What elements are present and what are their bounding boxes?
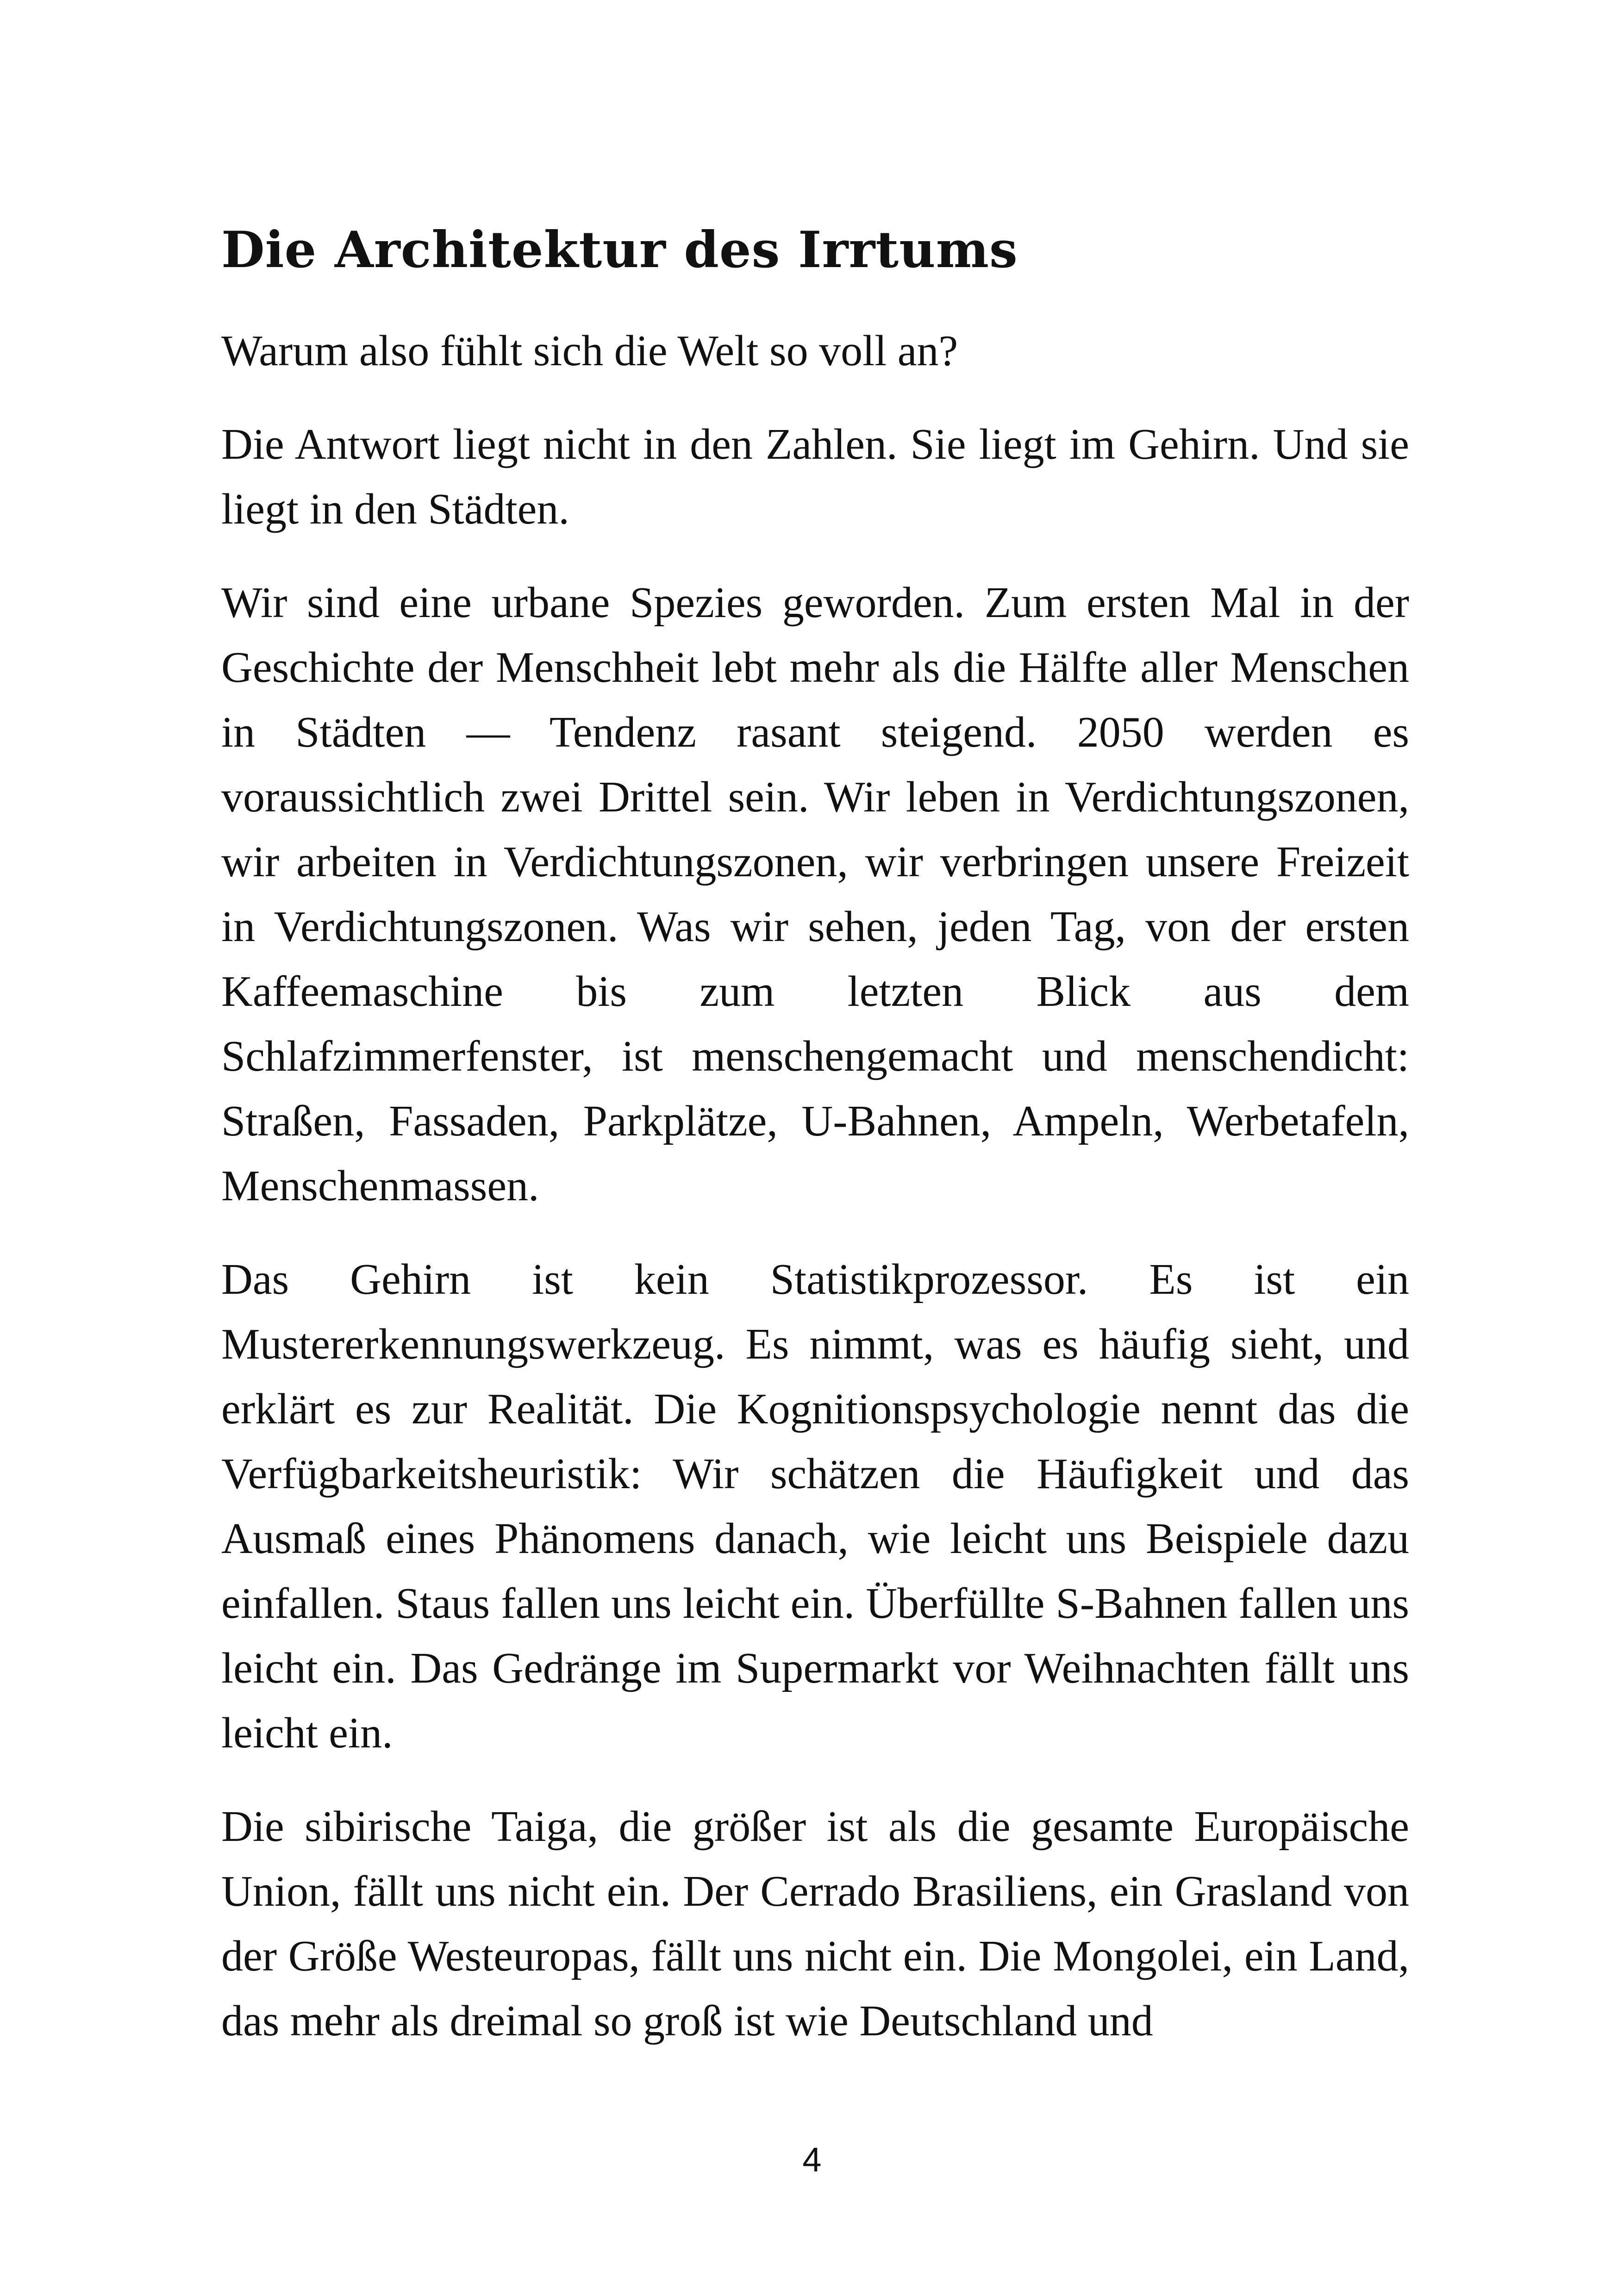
paragraph-brain-heuristic: Das Gehirn ist kein Statistikprozessor. Es ist ein Mustererkennungswerkzeug. Es nimmt, was es häufig sieht, und erklärt es zur Realität. Die Kognitionspsychologie nennt das die Verfügbarkeitsheuristik: Wir schätzen die Häufigkeit und das Ausmaß eines Phänomens danach, wie leicht uns Beispiele dazu einfallen. Staus fallen uns leicht ein. Überfüllte S-Bahnen fallen uns leicht ein. Das Gedränge im Supermarkt vor Weihnachten fällt uns leicht ein. xyxy=(221,1255,1409,1757)
page-number: 4 xyxy=(802,2140,822,2179)
paragraph-urban-species: Wir sind eine urbane Spezies geworden. Zum ersten Mal in der Geschichte der Menschheit lebt mehr als die Hälfte aller Menschen in Städten — Tendenz rasant steigend. 2050 werden es voraussichtlich zwei Drittel sein. Wir leben in Verdichtungszonen, wir arbeiten in Verdichtungszonen, wir verbringen unsere Freizeit in Verdichtungszonen. Was wir sehen, jeden Tag, von der ersten Kaffeemaschine bis zum letzten Blick aus dem Schlafzimmerfenster, ist menschengemacht und menschendicht: Straßen, Fassaden, Parkplätze, U-Bahnen, Ampeln, Werbetafeln, Menschenmassen. xyxy=(221,579,1409,1210)
chapter-heading: Die Architektur des Irrtums xyxy=(221,221,1018,279)
paragraph-answer: Die Antwort liegt nicht in den Zahlen. Sie liegt im Gehirn. Und sie liegt in den Städten. xyxy=(221,420,1409,533)
paragraph-empty-lands: Die sibirische Taiga, die größer ist als die gesamte Europäische Union, fällt uns nicht ein. Der Cerrado Brasiliens, ein Grasland von der Größe Westeuropas, fällt uns nicht ein. Die Mongolei, ein Land, das mehr als dreimal so groß ist wie Deutschland und xyxy=(221,1802,1409,2045)
paragraph-question: Warum also fühlt sich die Welt so voll an? xyxy=(221,327,958,375)
page-content xyxy=(221,218,1409,2082)
